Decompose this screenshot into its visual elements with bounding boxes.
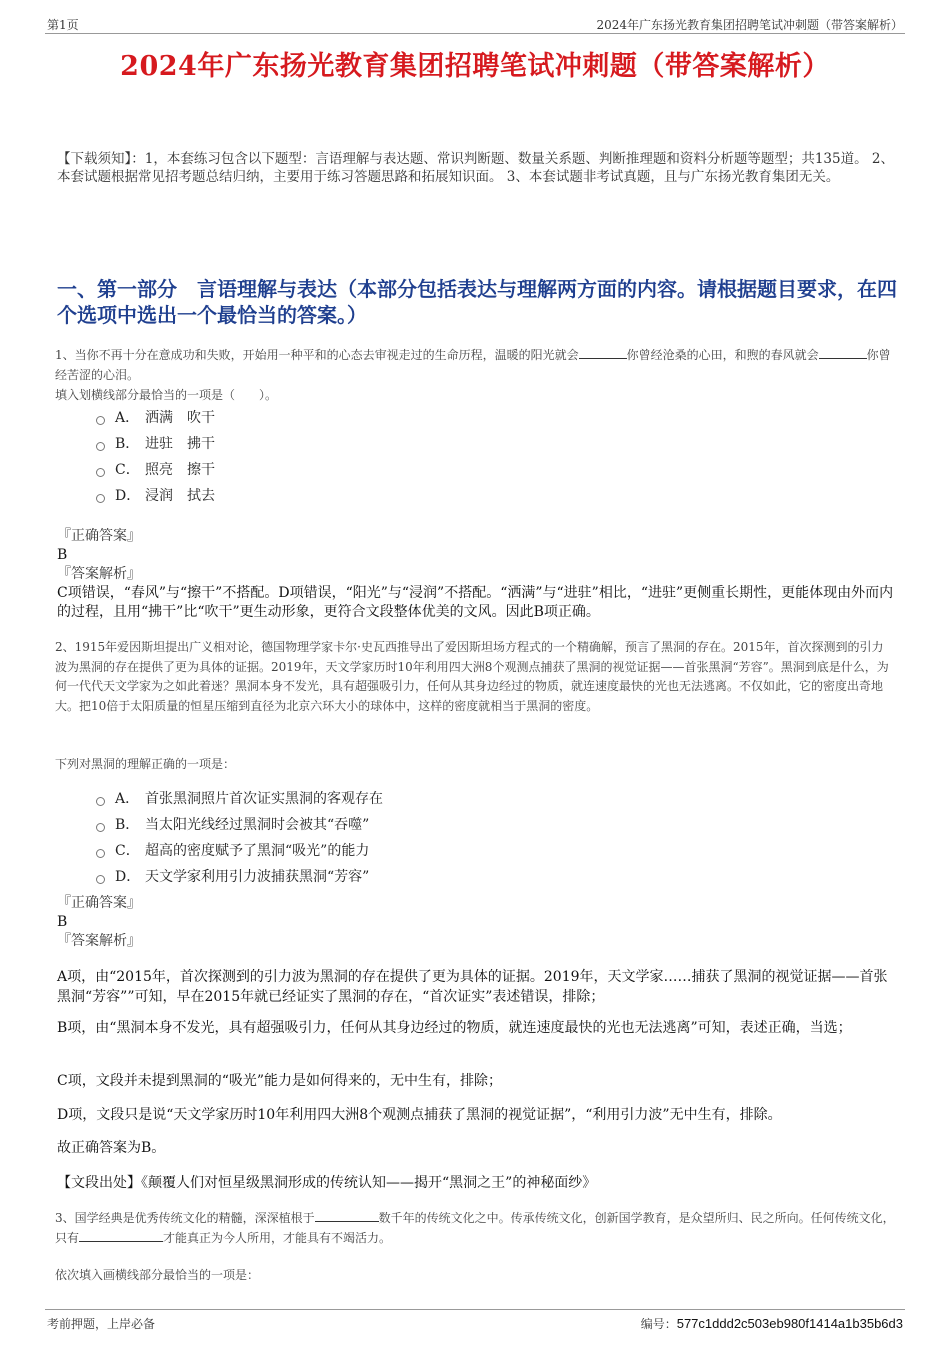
document-code: 编号：577c1ddd2c503eb980f1414a1b35b6d3 (640, 1316, 903, 1331)
explanation-b: B项，由“黑洞本身不发光，具有超强吸引力，任何从其身边经过的物质，就连速度最快的光也无法逃离”可知，表述正确，当选； (57, 1020, 852, 1036)
blank-line (819, 347, 867, 359)
question-1-options (96, 404, 215, 508)
question-2-prompt: 下列对黑洞的理解正确的一项是： (55, 757, 236, 771)
page-footer (45, 1309, 905, 1333)
radio-icon[interactable] (96, 875, 105, 884)
radio-icon[interactable] (96, 416, 105, 425)
passage-source: 【文段出处】《颠覆人们对恒星级黑洞形成的传统认知——揭开“黑洞之王”的神秘面纱》 (57, 1175, 597, 1191)
answer-label: 『正确答案』 (57, 895, 141, 911)
page-number: 第1页 (47, 18, 79, 32)
explanation-c: C项，文段并未提到黑洞的“吸光”能力是如何得来的，无中生有，排除； (57, 1073, 503, 1089)
option-a[interactable]: A． 首张黑洞照片首次证实黑洞的客观存在 (96, 785, 383, 811)
footer-slogan: 考前押题，上岸必备 (47, 1317, 156, 1331)
option-c[interactable]: C． 照亮 擦干 (96, 456, 215, 482)
analysis-label: 『答案解析』 (57, 566, 141, 582)
explanation-d: D项，文段只是说“天文学家历时10年利用四大洲8个观测点捕获了黑洞的视觉证据”，“利用引力波”无中生有，排除。 (57, 1107, 782, 1123)
question-1-text: 1、当你不再十分在意成功和失败，开始用一种平和的心态去审视走过的生命历程，温暖的阳光就会 你曾经沧桑的心田，和煦的春风就会 你曾经苦涩的心泪。 (55, 348, 891, 382)
question-2-text: 2、1915年爱因斯坦提出广义相对论，德国物理学家卡尔·史瓦西推导出了爱因斯坦场方程式的一个精确解，预言了黑洞的存在。2015年，首次探测到的引力波为黑洞的存在提供了更为具体的证据。2019年，天文学家历时10年利用四大洲8个观测点捕获了黑洞的视觉证据——首张黑洞“芳容”。黑洞到底是什么，为何一代代天文学家为之如此着迷？黑洞本身不发光，具有超强吸引力，任何从其身边经过的物质，就连速度最快的光也无法逃离。不仅如此，它的密度出奇地大。把10倍于太阳质量的恒星压缩到直径为北京六环大小的球体中，这样的密度就相当于黑洞的密度。 (55, 640, 889, 713)
option-d[interactable]: D． 天文学家利用引力波捕获黑洞“芳容” (96, 863, 383, 889)
radio-icon[interactable] (96, 494, 105, 503)
explanation-a: A项，由“2015年，首次探测到的引力波为黑洞的存在提供了更为具体的证据。2019年，天文学家……捕获了黑洞的视觉证据——首张黑洞“芳容””可知，早在2015年就已经证实了黑洞的存在，“首次证实”表述错误，排除； (57, 969, 888, 1005)
analysis-text: C项错误，“春风”与“擦干”不搭配。D项错误，“阳光”与“浸润”不搭配。“洒满”与“进驻”相比，“进驻”更侧重长期性，更能体现由外而内的过程，且用“拂干”比“吹干”更生动形象，更符合文段整体优美的文风。因此B项正确。 (57, 585, 894, 620)
analysis-label: 『答案解析』 (57, 933, 141, 949)
blank-line (579, 347, 627, 359)
answer-value: B (57, 914, 68, 930)
answer-value: B (57, 547, 68, 563)
question-2-answer (57, 894, 897, 951)
radio-icon[interactable] (96, 823, 105, 832)
question-3-prompt: 依次填入画横线部分最恰当的一项是： (55, 1268, 260, 1282)
question-1-prompt: 填入划横线部分最恰当的一项是（ ）。 (55, 388, 278, 402)
option-a[interactable]: A． 洒满 吹干 (96, 404, 215, 430)
radio-icon[interactable] (96, 849, 105, 858)
page-header (45, 14, 905, 34)
conclusion: 故正确答案为B。 (57, 1140, 166, 1156)
option-d[interactable]: D． 浸润 拭去 (96, 482, 215, 508)
blank-line (79, 1230, 163, 1242)
section-title: 一、第一部分 言语理解与表达（本部分包括表达与理解两方面的内容。请根据题目要求，在四个选项中选出一个最恰当的答案。） (57, 277, 897, 327)
answer-label: 『正确答案』 (57, 528, 141, 544)
radio-icon[interactable] (96, 468, 105, 477)
question-1-answer (57, 527, 897, 622)
download-notice: 【下载须知】：1，本套练习包含以下题型：言语理解与表达题、常识判断题、数量关系题、判断推理题和资料分析题等题型；共135道。 2、本套试题根据常见招考题总结归纳，主要用于练习答题思路和拓展知识面。 3、本套试题非考试真题，且与广东扬光教育集团无关。 (57, 151, 894, 185)
radio-icon[interactable] (96, 442, 105, 451)
question-3-text: 3、国学经典是优秀传统文化的精髓，深深植根于 数千年的传统文化之中。传承传统文化，创新国学教育，是众望所归、民之所向。任何传统文化，只有 才能真正为今人所用，才能具有不竭活力。 (55, 1211, 895, 1245)
document-title: 2024年广东扬光教育集团招聘笔试冲刺题（带答案解析） (120, 51, 830, 82)
header-doc-title: 2024年广东扬光教育集团招聘笔试冲刺题（带答案解析） (596, 18, 903, 32)
option-b[interactable]: B． 进驻 拂干 (96, 430, 215, 456)
option-b[interactable]: B． 当太阳光线经过黑洞时会被其“吞噬” (96, 811, 383, 837)
blank-line (315, 1210, 379, 1222)
question-2-options (96, 785, 383, 889)
radio-icon[interactable] (96, 797, 105, 806)
option-c[interactable]: C． 超高的密度赋予了黑洞“吸光”的能力 (96, 837, 383, 863)
